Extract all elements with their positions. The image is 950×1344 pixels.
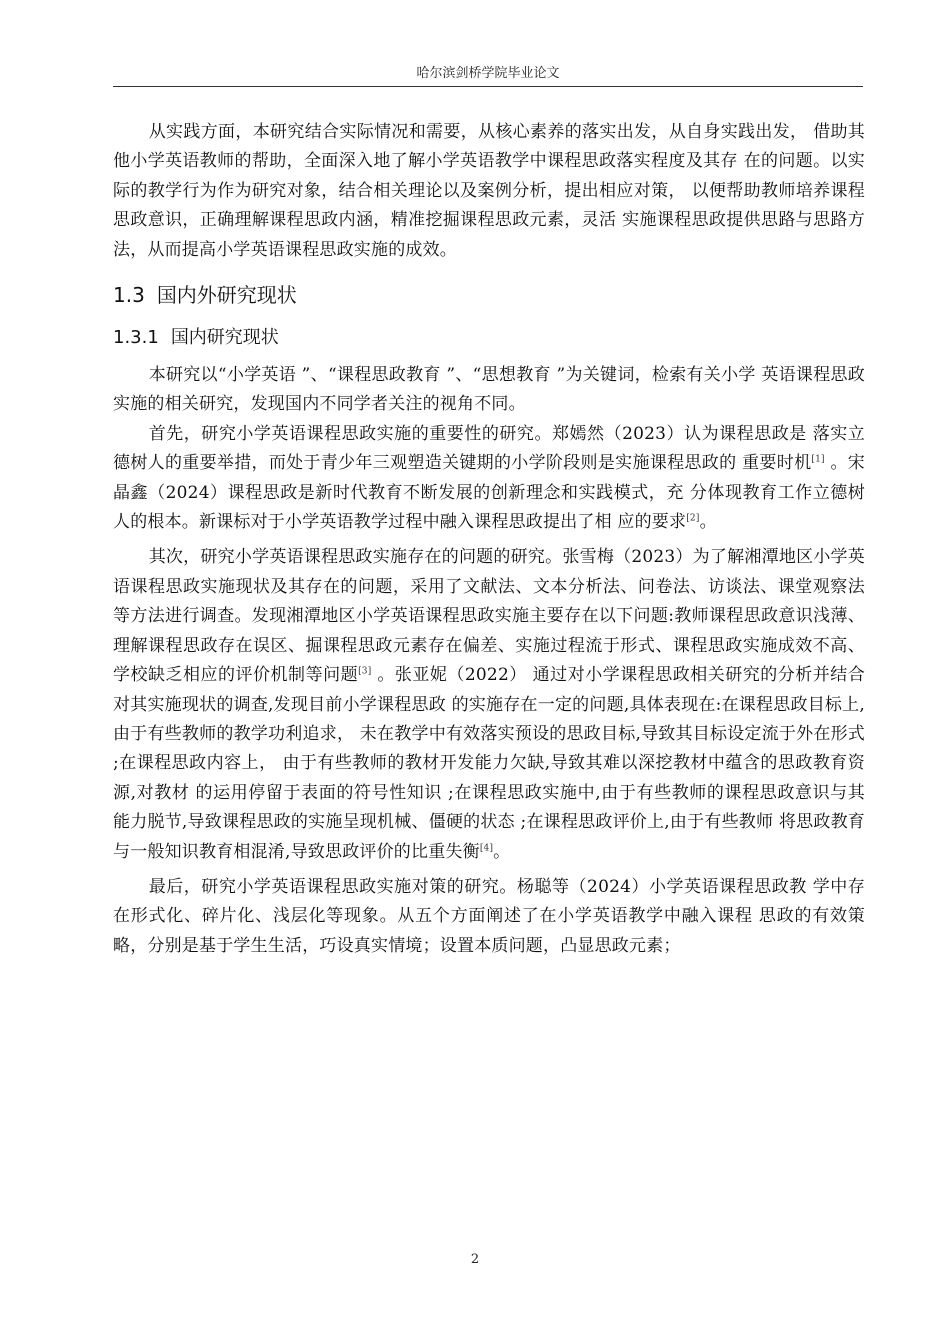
paragraph-text: 。张亚妮（2022） 通过对小学课程思政相关研究的分析并结合对其实施现状的调查,发现目前小学课程思政 的实施存在一定的问题,具体表现在:在课程思政目标上,由于有些教师的教学功利追求， 未在教学中有效落实预设的思政目标,导致其目标设定流于外在形式 ;在课程思政内容上， 由于有些教师的教材开发能力欠缺,导致其难以深挖教材中蕴含的思政教育资源,对教材 的运用停留于表面的符号性知识 ;在课程思政实施中,由于有些教师的课程思政意识与其 能力脱节,导致课程思政的实施呈现机械、僵硬的状态 ;在课程思政评价上,由于有些教师 将思政教育与一般知识教育相混淆,导致思政评价的比重失衡 (113, 665, 865, 862)
running-header: 哈尔滨剑桥学院毕业论文 (416, 66, 560, 81)
subsection-title: 国内研究现状 (170, 327, 279, 349)
paragraph-text: 。 (493, 841, 511, 862)
section-heading (113, 275, 865, 315)
paragraph-text: 首先，研究小学英语课程思政实施的重要性的研究。郑嫣然（2023）认为课程思政是 落实立德树人的重要举措，而处于青少年三观塑造关键期的小学阶段则是实施课程思政的 重要时机 (113, 423, 865, 474)
paragraph-importance (113, 420, 865, 538)
subsection-heading (113, 321, 865, 355)
paragraph-strategies: 最后，研究小学英语课程思政实施对策的研究。杨聪等（2024）小学英语课程思政教 学中存在形式化、碎片化、浅层化等现象。从五个方面阐述了在小学英语教学中融入课程 思政的有效策略，分别是基于学生生活，巧设真实情境；设置本质问题，凸显思政元素； (113, 876, 865, 956)
citation-3: [3] (358, 666, 372, 677)
citation-4: [4] (479, 842, 494, 853)
paragraph-text: 。 (699, 512, 717, 533)
paragraph-text: 。宋晶鑫（2024）课程思政是新时代教育不断发展的创新理念和实践模式，充 分体现教育工作立德树人的根本。新课标对于小学英语教学过程中融入课程思政提出了相 应的要求 (113, 453, 865, 533)
body-text (113, 118, 865, 961)
paragraph-practice: 从实践方面，本研究结合实际情况和需要，从核心素养的落实出发，从自身实践出发， 借助其他小学英语教师的帮助，全面深入地了解小学英语教学中课程思政落实程度及其存 在的问题。以实际的教学行为作为研究对象，结合相关理论以及案例分析，提出相应对策， 以便帮助教师培养课程思政意识，正确理解课程思政内涵，精准挖掘课程思政元素，灵活 实施课程思政提供思路与思路方法，从而提高小学英语课程思政实施的成效。 (113, 122, 865, 260)
section-title: 国内外研究现状 (156, 283, 297, 308)
section-number: 1.3 (113, 283, 145, 308)
paragraph-keywords: 本研究以“小学英语 ”、“课程思政教育 ”、“思想教育 ”为关键词，检索有关小学 英语课程思政实施的相关研究，发现国内不同学者关注的视角不同。 (113, 365, 865, 415)
subsection-number: 1.3.1 (113, 327, 159, 349)
paragraph-text: 其次，研究小学英语课程思政实施存在的问题的研究。张雪梅（2023）为了解湘潭地区小学英语课程思政实施现状及其存在的问题，采用了文献法、文本分析法、问卷法、访谈法、课堂观察法等方法进行调查。发现湘潭地区小学英语课程思政实施主要存在以下问题:教师课程思政意识浅薄、理解课程思政存在误区、掘课程思政元素存在偏差、实施过程流于形式、课程思政实施成效不高、学校缺乏相应的评价机制等问题 (113, 547, 865, 686)
paragraph-problems (113, 543, 865, 866)
header-divider (113, 86, 863, 87)
citation-2: [2] (686, 513, 700, 524)
page-number: 2 (470, 1252, 480, 1267)
citation-1: [1] (811, 454, 825, 465)
